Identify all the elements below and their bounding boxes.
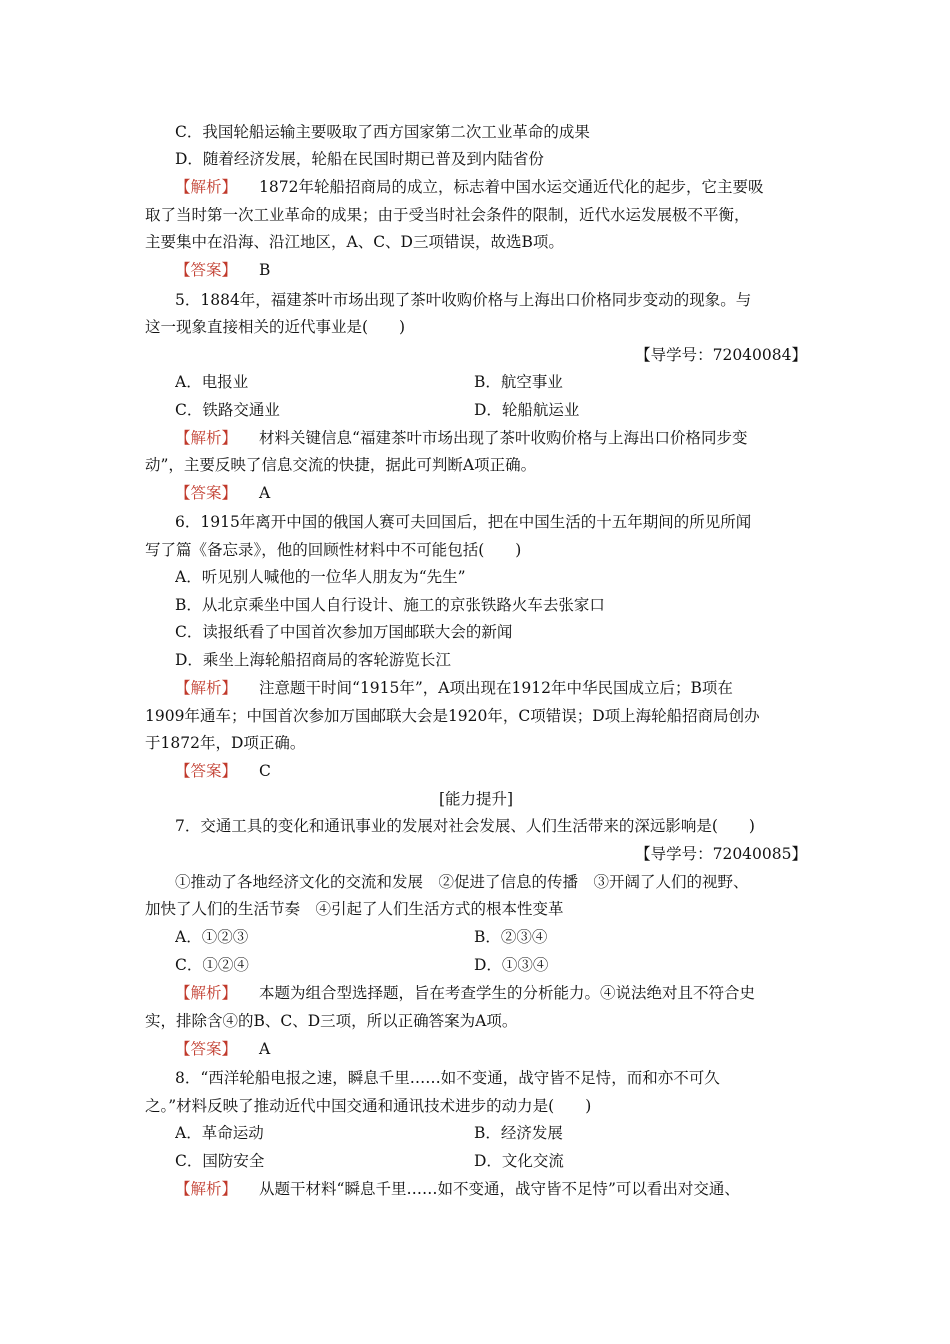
analysis-q5-line2: 动”，主要反映了信息交流的快捷，据此可判断A项正确。 xyxy=(145,456,537,474)
question-7-line1: 7．交通工具的变化和通讯事业的发展对社会发展、人们生活带来的深远影响是( ) xyxy=(175,817,755,835)
option-a-q5: A．电报业 xyxy=(175,373,249,391)
option-c-q5: C．铁路交通业 xyxy=(175,401,280,419)
answer-tag: 【答案】 xyxy=(175,261,238,279)
analysis-q7-line1: 【解析】 本题为组合型选择题，旨在考查学生的分析能力。④说法绝对且不符合史 xyxy=(175,984,756,1002)
analysis-q8-line1: 【解析】 从题干材料“瞬息千里……如不变通，战守皆不足恃”可以看出对交通、 xyxy=(175,1180,740,1198)
question-6-line2: 写了篇《备忘录》，他的回顾性材料中不可能包括( ) xyxy=(145,541,522,559)
option-d-q6: D．乘坐上海轮船招商局的客轮游览长江 xyxy=(175,651,451,669)
analysis-q6-line2: 1909年通车；中国首次参加万国邮联大会是1920年，C项错误；D项上海轮船招商局创办 xyxy=(145,707,760,725)
section-heading: [能力提升] xyxy=(438,790,514,808)
answer-tag: 【答案】 xyxy=(175,484,238,502)
analysis-q6-line1: 【解析】 注意题干时间“1915年”，A项出现在1912年中华民国成立后；B项在 xyxy=(175,679,733,697)
guide-number-q7: 【导学号：72040085】 xyxy=(635,845,807,863)
option-b-q6: B．从北京乘坐中国人自行设计、施工的京张铁路火车去张家口 xyxy=(175,596,605,614)
analysis-tag: 【解析】 xyxy=(175,178,238,196)
option-a-q6: A．听见别人喊他的一位华人朋友为“先生” xyxy=(175,568,466,586)
option-b-q5: B．航空事业 xyxy=(474,373,563,391)
answer-q5: 【答案】 A xyxy=(175,484,271,502)
option-b-q7: B．②③④ xyxy=(474,928,548,946)
analysis-q4-line1: 【解析】 1872年轮船招商局的成立，标志着中国水运交通近代化的起步，它主要吸 xyxy=(175,178,764,196)
option-c-q6: C．读报纸看了中国首次参加万国邮联大会的新闻 xyxy=(175,623,513,641)
answer-q7: 【答案】 A xyxy=(175,1040,271,1058)
option-d-q8: D．文化交流 xyxy=(474,1152,564,1170)
analysis-q7-line2: 实，排除含④的B、C、D三项，所以正确答案为A项。 xyxy=(145,1012,518,1030)
answer-q6: 【答案】 C xyxy=(175,762,271,780)
question-5-line2: 这一现象直接相关的近代事业是( ) xyxy=(145,318,406,336)
analysis-q5-line1: 【解析】 材料关键信息“福建茶叶市场出现了茶叶收购价格与上海出口价格同步变 xyxy=(175,429,748,447)
question-8-line1: 8．“西洋轮船电报之速，瞬息千里……如不变通，战守皆不足恃，而和亦不可久 xyxy=(175,1069,720,1087)
answer-q4: 【答案】 B xyxy=(175,261,271,279)
option-c-q7: C．①②④ xyxy=(175,956,249,974)
question-6-line1: 6．1915年离开中国的俄国人赛可夫回国后，把在中国生活的十五年期间的所见所闻 xyxy=(175,513,752,531)
option-c-q4: C．我国轮船运输主要吸取了西方国家第二次工业革命的成果 xyxy=(175,123,590,141)
option-c-q8: C．国防安全 xyxy=(175,1152,265,1170)
analysis-tag: 【解析】 xyxy=(175,1180,238,1198)
analysis-q4-line2: 取了当时第一次工业革命的成果；由于受当时社会条件的限制，近代水运发展极不平衡， xyxy=(145,206,750,224)
analysis-tag: 【解析】 xyxy=(175,679,238,697)
guide-number-q5: 【导学号：72040084】 xyxy=(635,346,807,364)
analysis-tag: 【解析】 xyxy=(175,984,238,1002)
option-d-q7: D．①③④ xyxy=(474,956,549,974)
question-5-line1: 5．1884年，福建茶叶市场出现了茶叶收购价格与上海出口价格同步变动的现象。与 xyxy=(175,291,752,309)
answer-tag: 【答案】 xyxy=(175,762,238,780)
question-7-line3: 加快了人们的生活节奏 ④引起了人们生活方式的根本性变革 xyxy=(145,900,564,918)
question-8-line2: 之。”材料反映了推动近代中国交通和通讯技术进步的动力是( ) xyxy=(145,1097,592,1115)
analysis-q6-line3: 于1872年，D项正确。 xyxy=(145,734,306,752)
question-7-line2: ①推动了各地经济文化的交流和发展 ②促进了信息的传播 ③开阔了人们的视野、 xyxy=(175,873,749,891)
option-d-q4: D．随着经济发展，轮船在民国时期已普及到内陆省份 xyxy=(175,150,544,168)
analysis-q4-line3: 主要集中在沿海、沿江地区，A、C、D三项错误，故选B项。 xyxy=(145,233,564,251)
option-a-q8: A．革命运动 xyxy=(175,1124,264,1142)
analysis-tag: 【解析】 xyxy=(175,429,238,447)
answer-tag: 【答案】 xyxy=(175,1040,238,1058)
option-a-q7: A．①②③ xyxy=(175,928,249,946)
option-d-q5: D．轮船航运业 xyxy=(474,401,580,419)
option-b-q8: B．经济发展 xyxy=(474,1124,563,1142)
